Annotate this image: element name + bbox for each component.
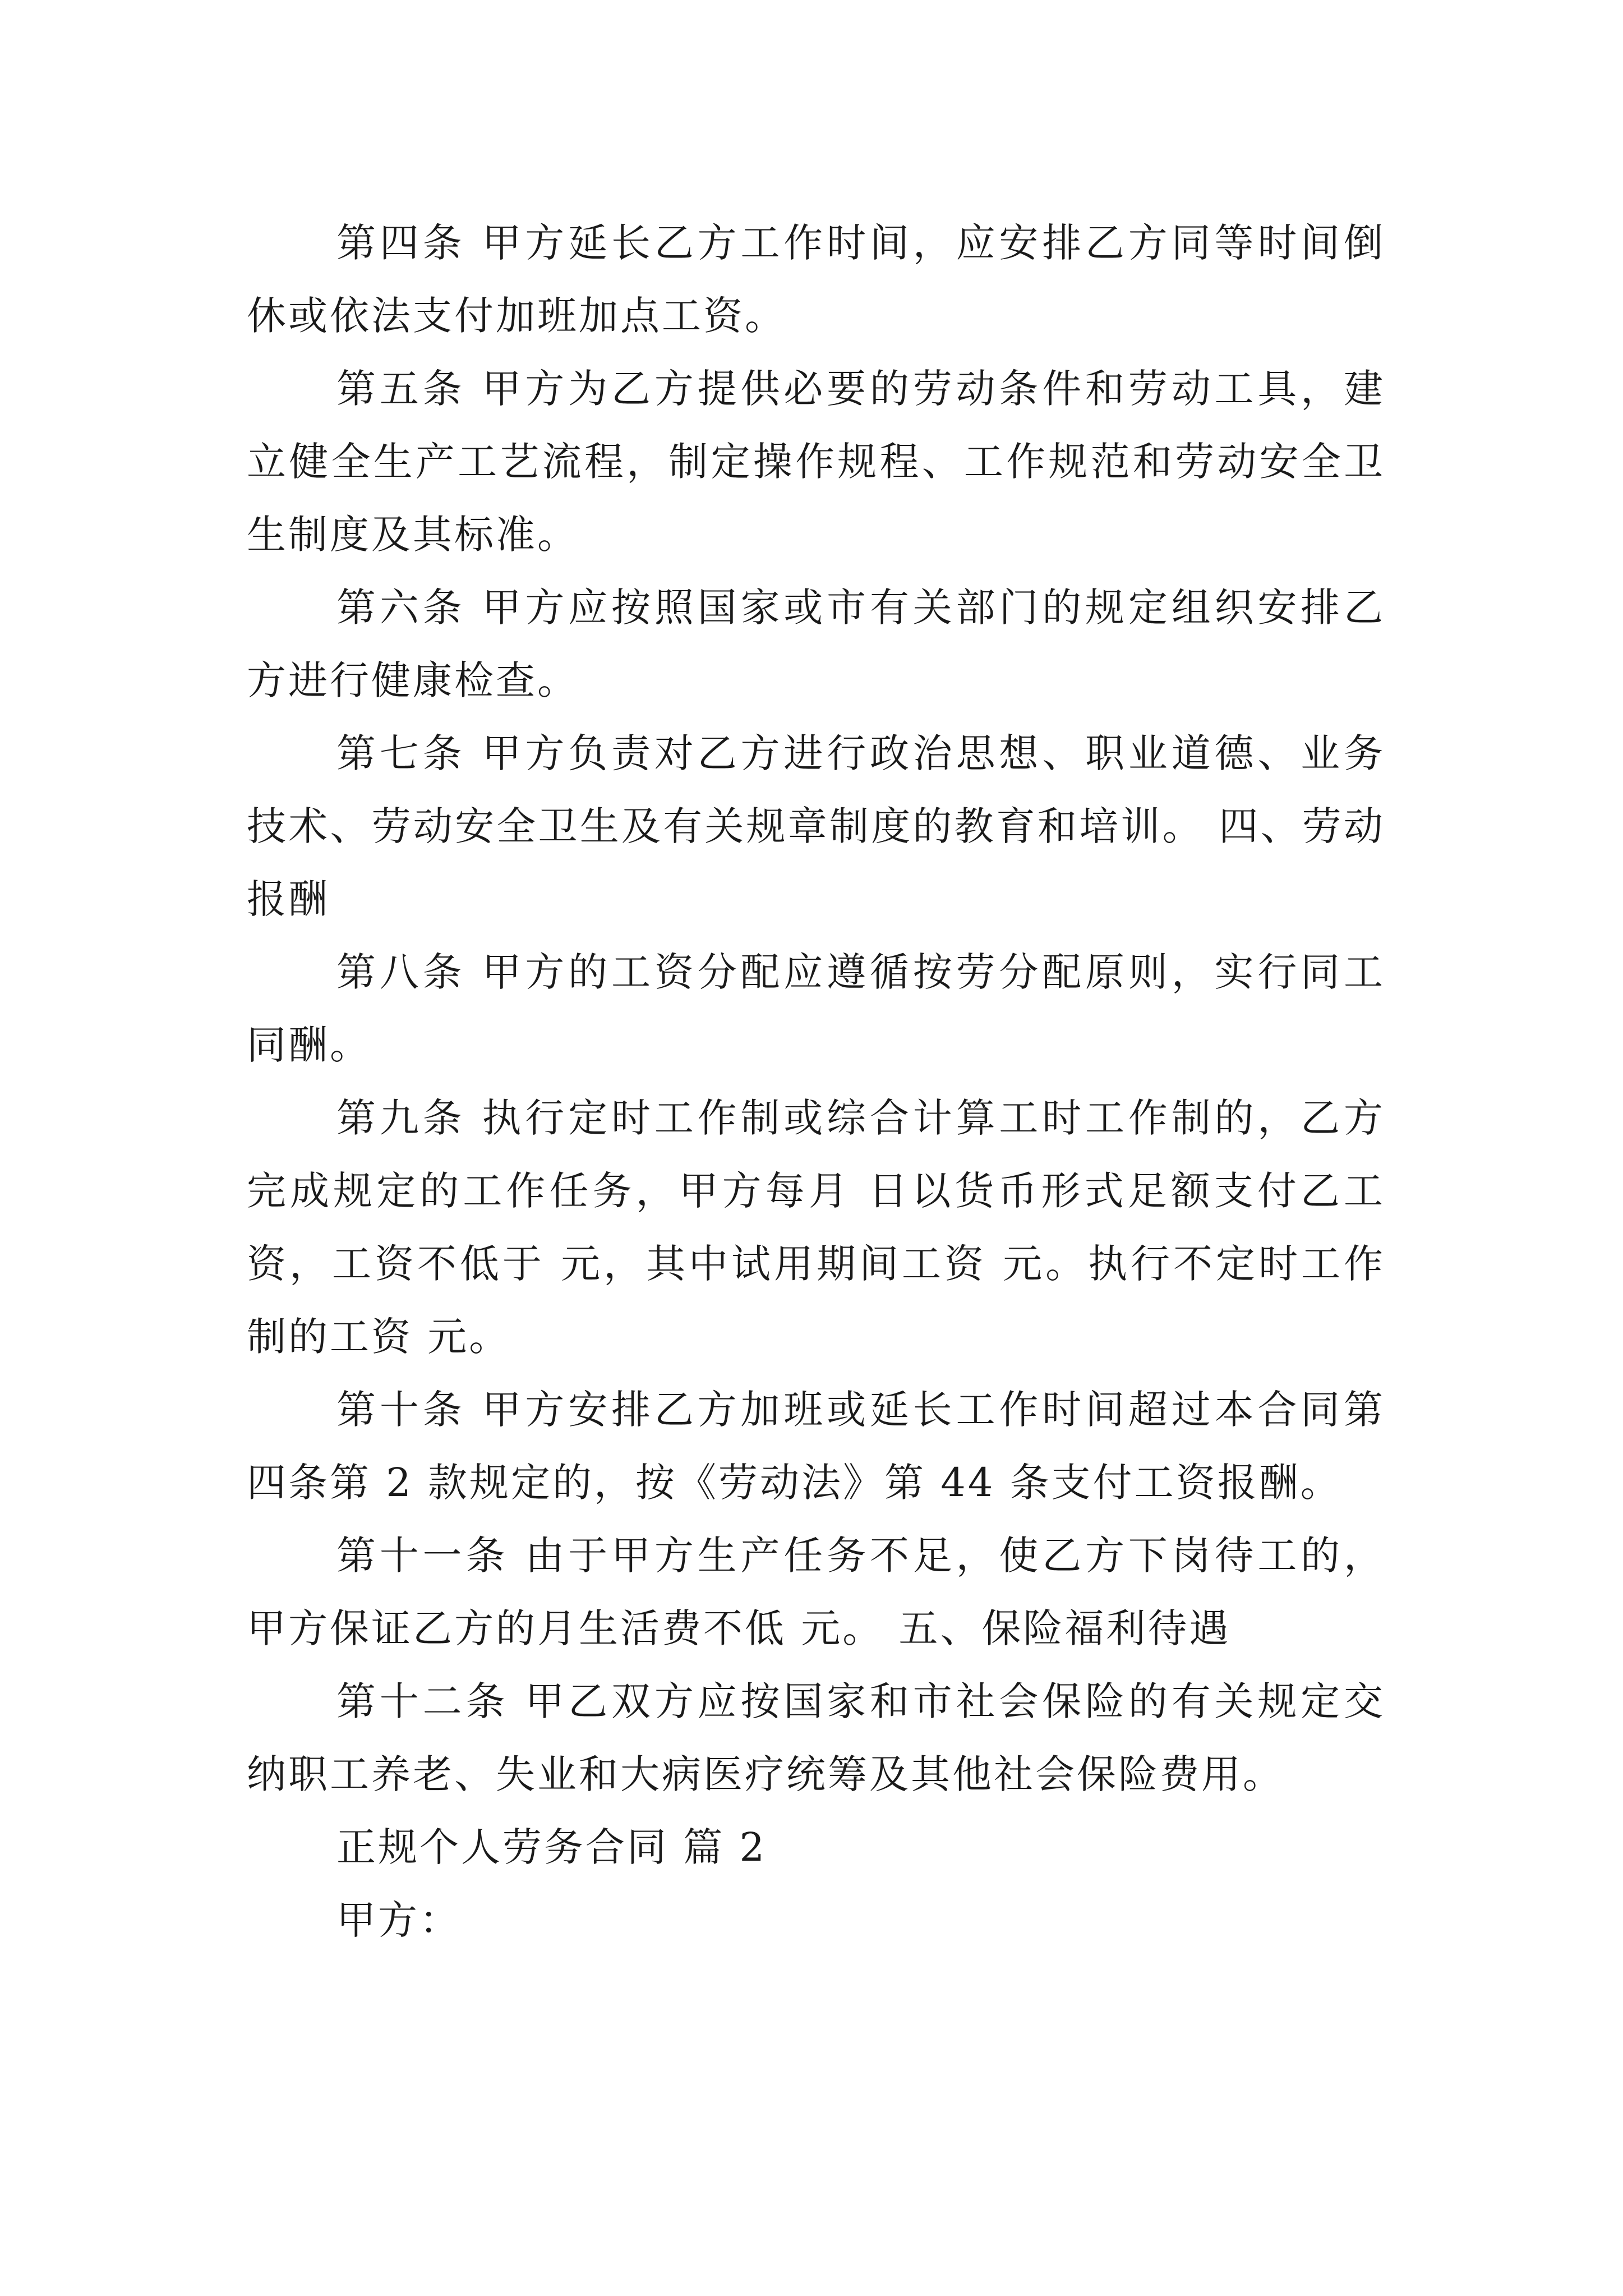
document-body (247, 206, 1385, 1957)
paragraph-article-7: 第七条 甲方负责对乙方进行政治思想、职业道德、业务技术、劳动安全卫生及有关规章制度的教育和培训。 四、劳动报酬 (247, 730, 1385, 922)
paragraph-article-5: 第五条 甲方为乙方提供必要的劳动条件和劳动工具，建立健全生产工艺流程，制定操作规程、工作规范和劳动安全卫生制度及其标准。 (247, 366, 1385, 558)
section-heading-part-2: 正规个人劳务合同 篇 2 (336, 1824, 767, 1870)
paragraph-article-9: 第九条 执行定时工作制或综合计算工时工作制的，乙方完成规定的工作任务，甲方每月 日以货币形式足额支付乙工资，工资不低于 元，其中试用期间工资 元。执行不定时工作制的工资 元。 (247, 1095, 1385, 1360)
paragraph-article-6: 第六条 甲方应按照国家或市有关部门的规定组织安排乙方进行健康检查。 (247, 585, 1385, 703)
paragraph-article-10: 第十条 甲方安排乙方加班或延长工作时间超过本合同第四条第 2 款规定的，按《劳动法》第 44 条支付工资报酬。 (247, 1387, 1385, 1506)
paragraph-article-12: 第十二条 甲乙双方应按国家和市社会保险的有关规定交纳职工养老、失业和大病医疗统筹及其他社会保险费用。 (247, 1678, 1385, 1797)
paragraph-article-4: 第四条 甲方延长乙方工作时间，应安排乙方同等时间倒休或依法支付加班加点工资。 (247, 220, 1385, 339)
party-a-label: 甲方： (336, 1897, 461, 1943)
paragraph-article-11: 第十一条 由于甲方生产任务不足，使乙方下岗待工的，甲方保证乙方的月生活费不低 元。 五、保险福利待遇 (247, 1533, 1385, 1651)
paragraph-article-8: 第八条 甲方的工资分配应遵循按劳分配原则，实行同工同酬。 (247, 949, 1385, 1068)
